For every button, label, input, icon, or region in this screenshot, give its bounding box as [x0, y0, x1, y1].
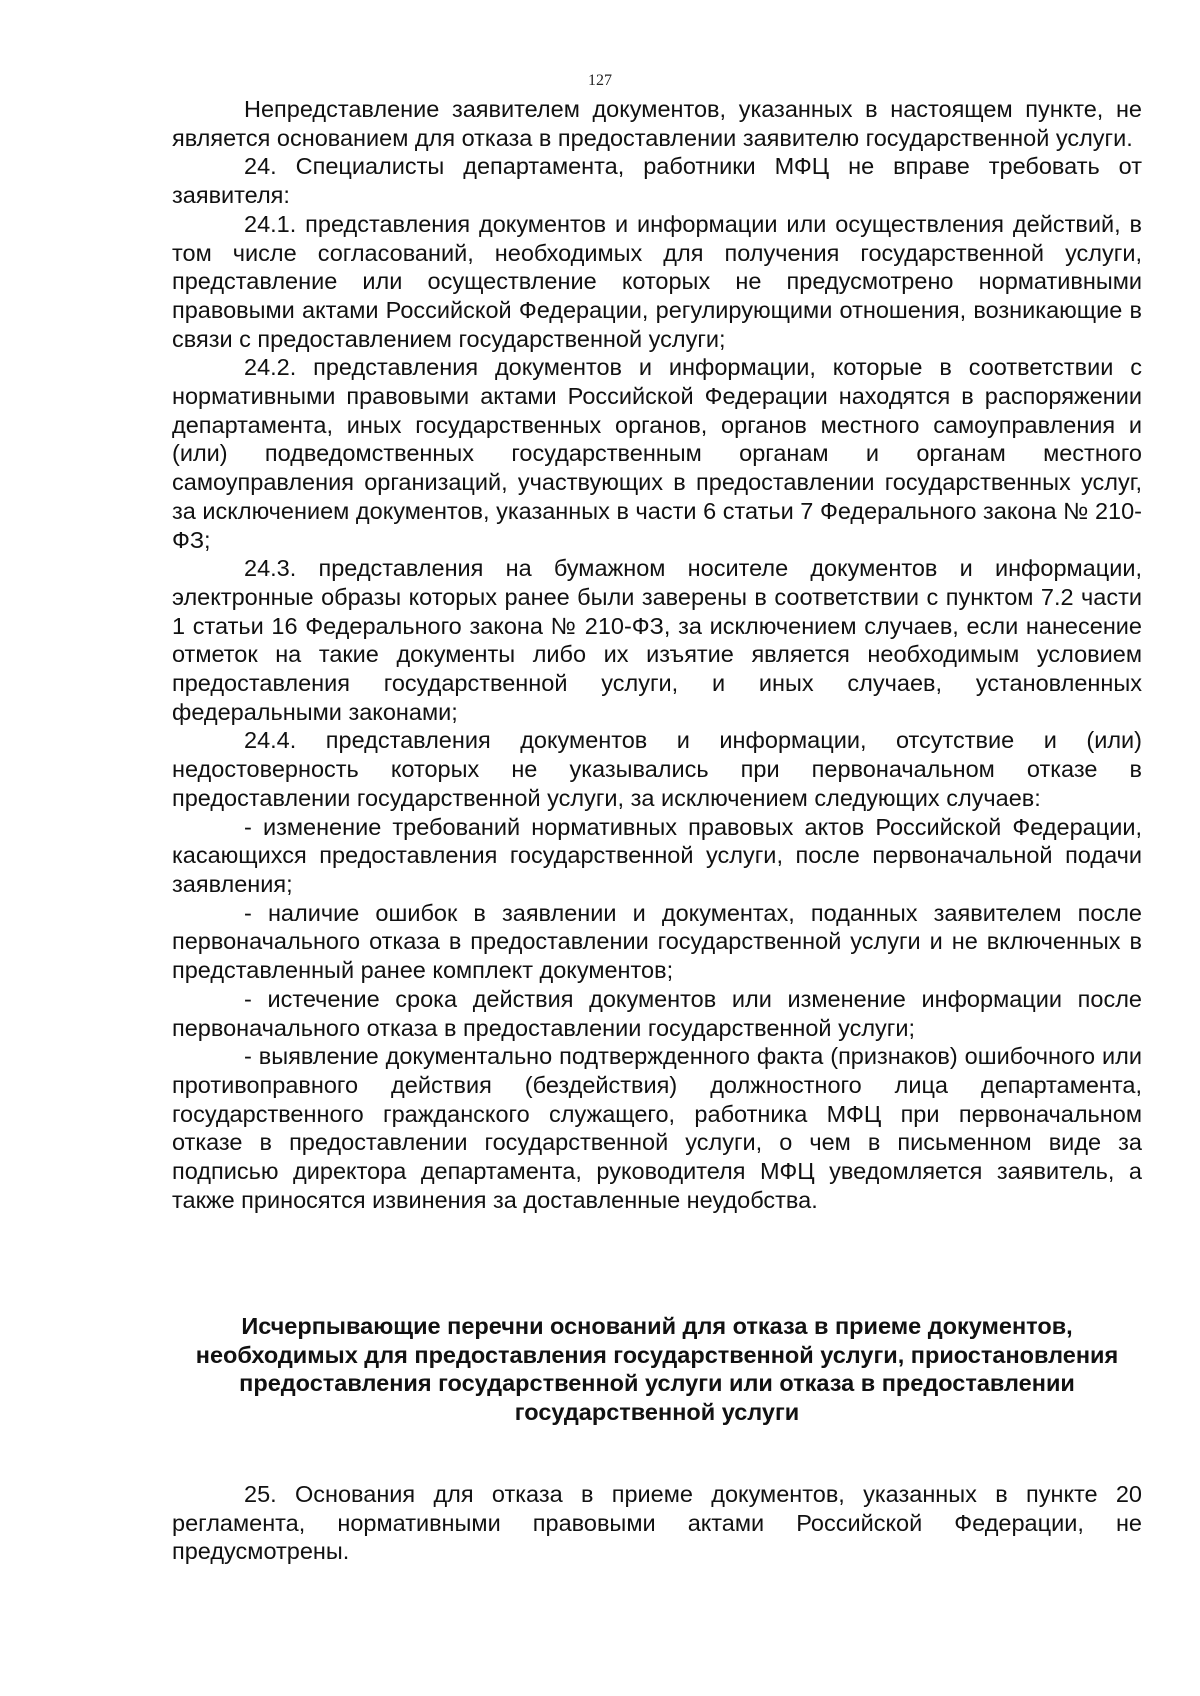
paragraph-24: 24. Специалисты департамента, работники МФЦ не вправе требовать от заявителя: [172, 153, 1142, 209]
section-heading: Исчерпывающие перечни оснований для отказа в приеме документов, необходимых для предоставления государственной услуги, приостановления предоставления государственной услуги или отказа в предоставлении государственной услуги [195, 1313, 1119, 1426]
list-item-misconduct: - выявление документально подтвержденного факта (признаков) ошибочного или противоправного действия (бездействия) должностного лица департамента, государственного гражданского служащего, работника МФЦ при первоначальном отказе в предоставлении государственной услуги, о чем в письменном виде за подписью директора департамента, руководителя МФЦ уведомляется заявитель, а также приносятся извинения за доставленные неудобства. [172, 1043, 1142, 1213]
document-body [172, 95, 1142, 1214]
paragraph-24-2: 24.2. представления документов и информации, которые в соответствии с нормативными правовыми актами Российской Федерации находятся в распоряжении департамента, иных государственных органов, органов местного самоуправления и (или) подведомственных государственным органам и органам местного самоуправления организаций, участвующих в предоставлении государственных услуг, за исключением документов, указанных в части 6 статьи 7 Федерального закона № 210-ФЗ; [172, 354, 1142, 553]
paragraph-24-1: 24.1. представления документов и информации или осуществления действий, в том числе согласований, необходимых для получения государственной услуги, представление или осуществление которых не предусмотрено нормативными правовыми актами Российской Федерации, регулирующими отношения, возникающие в связи с предоставлением государственной услуги; [172, 210, 1142, 352]
paragraph-24-3: 24.3. представления на бумажном носителе документов и информации, электронные образы которых ранее были заверены в соответствии с пунктом 7.2 части 1 статьи 16 Федерального закона № 210-ФЗ, за исключением случаев, если нанесение отметок на такие документы либо их изъятие является необходимым условием предоставления государственной услуги, и иных случаев, установленных федеральными законами; [172, 555, 1142, 725]
list-item-requirements-change: - изменение требований нормативных правовых актов Российской Федерации, касающихся предоставления государственной услуги, после первоначальной подачи заявления; [172, 813, 1142, 897]
paragraph-24-4: 24.4. представления документов и информации, отсутствие и (или) недостоверность которых не указывались при первоначальном отказе в предоставлении государственной услуги, за исключением следующих случаев: [172, 727, 1142, 811]
page-number: 127 [588, 72, 612, 89]
list-item-errors: - наличие ошибок в заявлении и документах, поданных заявителем после первоначального отказа в предоставлении государственной услуги и не включенных в представленный ранее комплект документов; [172, 899, 1142, 984]
paragraph-non-submission: Непредставление заявителем документов, указанных в настоящем пункте, не является основанием для отказа в предоставлении заявителю государственной услуги. [172, 96, 1142, 151]
paragraph-25: 25. Основания для отказа в приеме документов, указанных в пункте 20 регламента, нормативными правовыми актами Российской Федерации, не предусмотрены. [172, 1481, 1142, 1565]
list-item-expiry: - истечение срока действия документов или изменение информации после первоначального отказа в предоставлении государственной услуги; [172, 985, 1142, 1041]
